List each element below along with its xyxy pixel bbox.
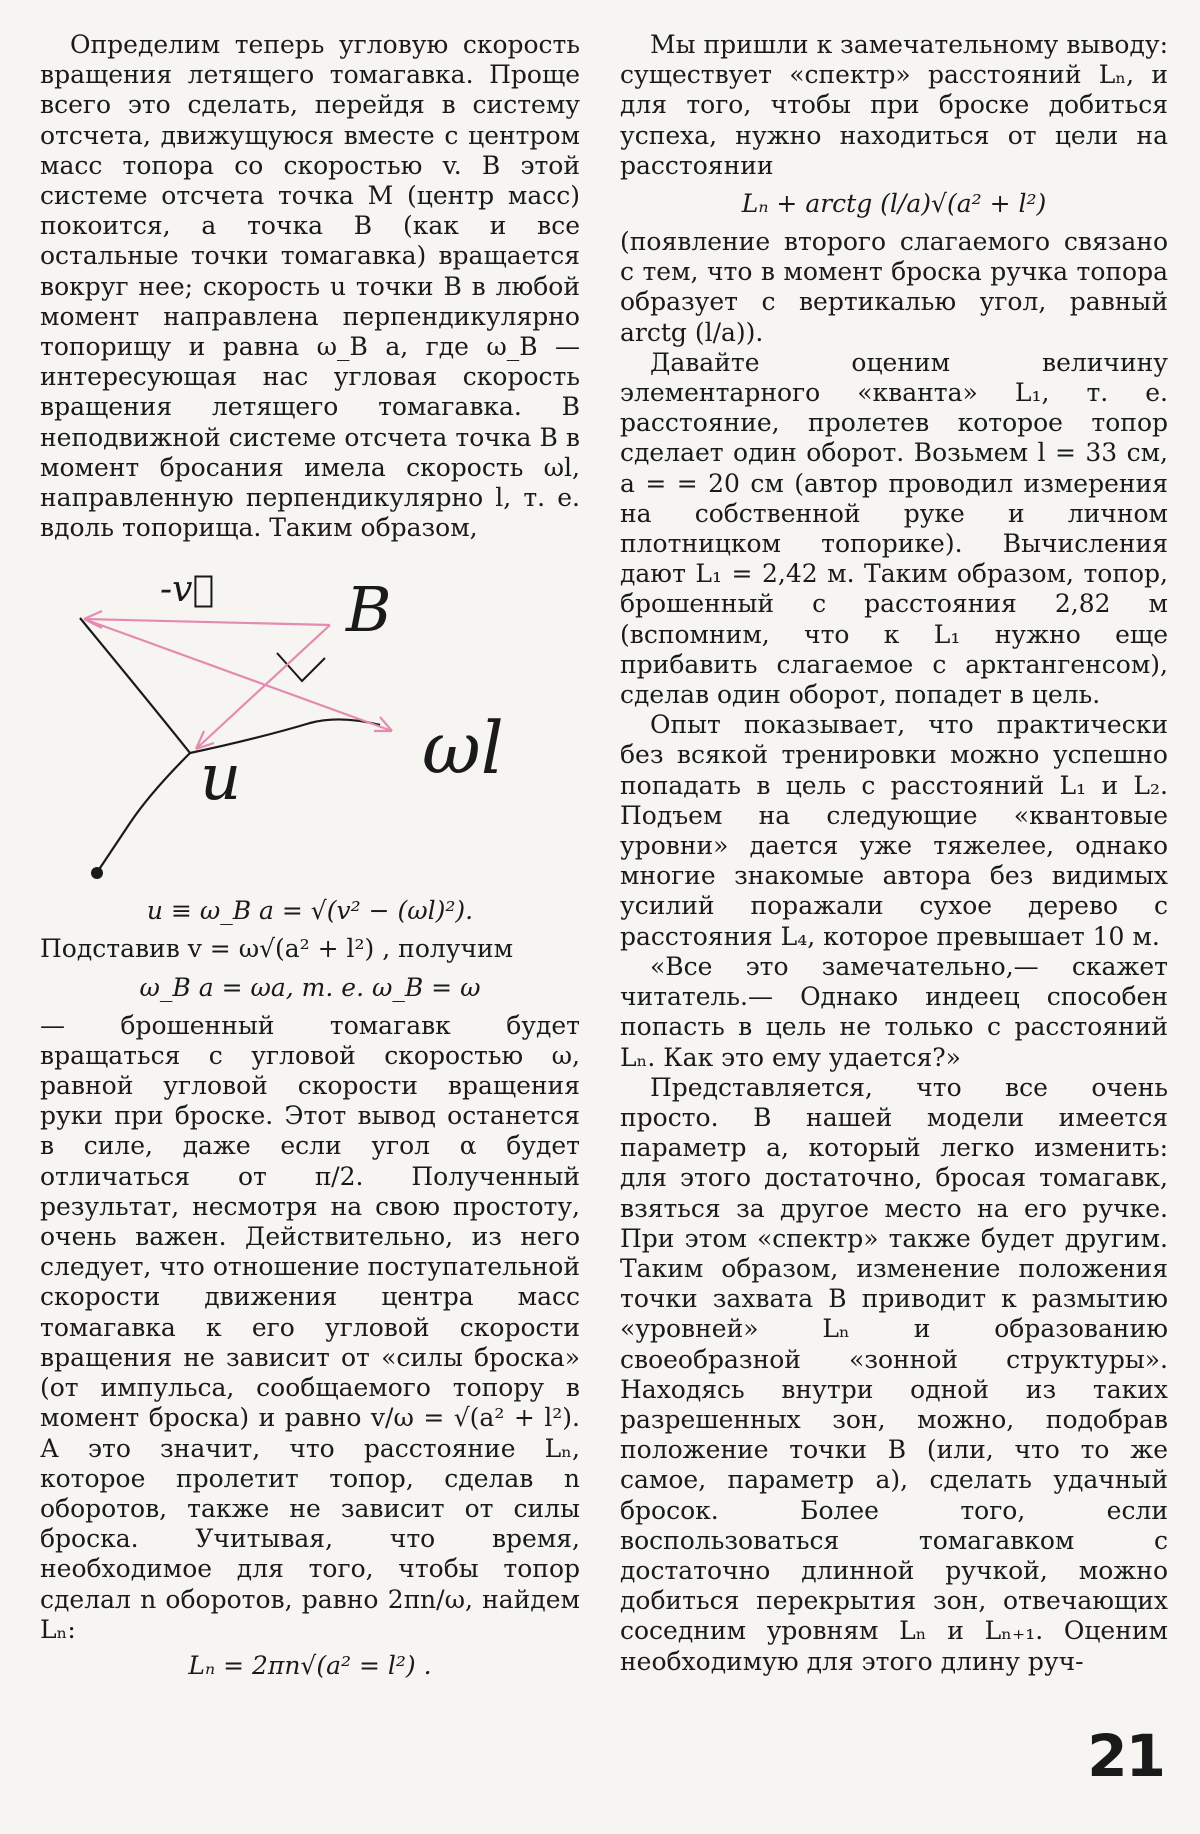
right-paragraph-4: Опыт показывает, что практически без всякой тренировки можно успешно попадать в цель с расстояний L₁ и L₂. Подъем на следующие «квантовые уровни» дается уже тяжелее, однако многие знакомые автора без видимых усилий поражали сухое дерево с расстояния L₄, которое превышает 10 м. [620,710,1168,951]
left-paragraph-1: Определим теперь угловую скорость вращения летящего томагавка. Проще всего это сделать, перейдя в систему отсчета, движущуюся вместе с центром масс топора со скоростью v. В этой системе отсчета точка M (центр масс) покоится, а точка B (как и все остальные точки томагавка) вращается вокруг нее; скорость u точки B в любой момент направлена перпендикулярно топорищу и равна ω_B a, где ω_B — интересующая нас угловая скорость вращения летящего томагавка. В неподвижной системе отсчета точка B в момент бросания имела скорость ωl, направленную перпендикулярно l, т. е. вдоль топорища. Таким образом, [40,30,580,543]
right-formula-1: Lₙ + arctg (l/a)√(a² + l²) [741,189,1047,219]
vector-u [196,625,330,749]
page-number: 21 [1087,1722,1164,1790]
right-paragraph-6: Представляется, что все очень просто. В нашей модели имеется параметр a, который легко изменить: для этого достаточно, бросая томагавк, взяться за другое место на его ручке. При этом «спектр» также будет другим. Таким образом, изменение положения точки захвата B приводит к размытию «уровней» Lₙ и образованию своеобразной «зонной структуры». Находясь внутри одной из таких разрешенных зон, можно, подобрав положение точки B (или, что то же самое, параметр a), сделать удачный бросок. Более того, если воспользоваться томагавком с достаточно длинной ручкой, можно добиться перекрытия зон, отвечающих соседним уровням Lₙ и Lₙ₊₁. Оценим необходимую для этого длину руч- [620,1072,1168,1676]
vector-minus-v [84,619,330,625]
right-paragraph-5: «Все это замечательно,— скажет читатель.— Однако индеец способен попасть в цель не только с расстояний Lₙ. Как это ему удается?» [620,951,1168,1072]
hand-point [91,867,103,879]
label-minus-v: -v⃗ [160,569,215,611]
left-formula-2: ω_B a = ωa, т. е. ω_B = ω [139,972,481,1002]
left-formula-1: u ≡ ω_B a = √(v² − (ωl)²). [146,896,474,926]
label-B: B [346,573,392,647]
right-column [620,30,1168,1677]
right-paragraph-2: (появление второго слагаемого связано с тем, что в момент броска ручка топора образует с вертикалью угол, равный arctg (l/a)). [620,227,1168,347]
handle-lower-line [98,753,190,871]
label-u: u [200,741,242,816]
label-omega-l: ωl [422,706,504,791]
left-column [40,30,580,1687]
left-paragraph-2: Подставив v = ω√(a² + l²) , получим [40,934,514,964]
right-paragraph-3: Давайте оценим величину элементарного «кванта» L₁, т. е. расстояние, пролетев которое топор сделает один оборот. Возьмем l = 33 см, a = = 20 см (автор проводил измерения на собственной руке и личном плотницком топорике). Вычисления дают L₁ = 2,42 м. Таким образом, топор, брошенный с расстояния 2,82 м (вспомним, что к L₁ нужно еще прибавить слагаемое с арктангенсом), сделав один оборот, попадет в цель. [620,347,1168,710]
right-paragraph-1: Мы пришли к замечательному выводу: существует «спектр» расстояний Lₙ, и для того, чтобы при броске добиться успеха, нужно находиться от цели на расстоянии [620,30,1168,180]
velocity-diagram-svg [40,553,580,888]
left-paragraph-3: — брошенный томагавк будет вращаться с угловой скоростью ω, равной угловой скорости вращения руки при броске. Этот вывод останется в силе, даже если угол α будет отличаться от π/2. Полученный результат, несмотря на свою простоту, очень важен. Действительно, из него следует, что отношение поступательной скорости движения центра масс томагавка к его угловой скорости вращения не зависит от «силы броска» (от импульса, сообщаемого топору в момент броска) и равно v/ω = √(a² + l²). А это значит, что расстояние Lₙ, которое пролетит топор, сделав n оборотов, также не зависит от силы броска. Учитывая, что время, необходимое для того, чтобы топор сделал n оборотов, равно 2πn/ω, найдем Lₙ: [40,1010,580,1644]
left-formula-3: Lₙ = 2πn√(a² = l²) . [188,1650,432,1680]
velocity-diagram [40,553,580,888]
